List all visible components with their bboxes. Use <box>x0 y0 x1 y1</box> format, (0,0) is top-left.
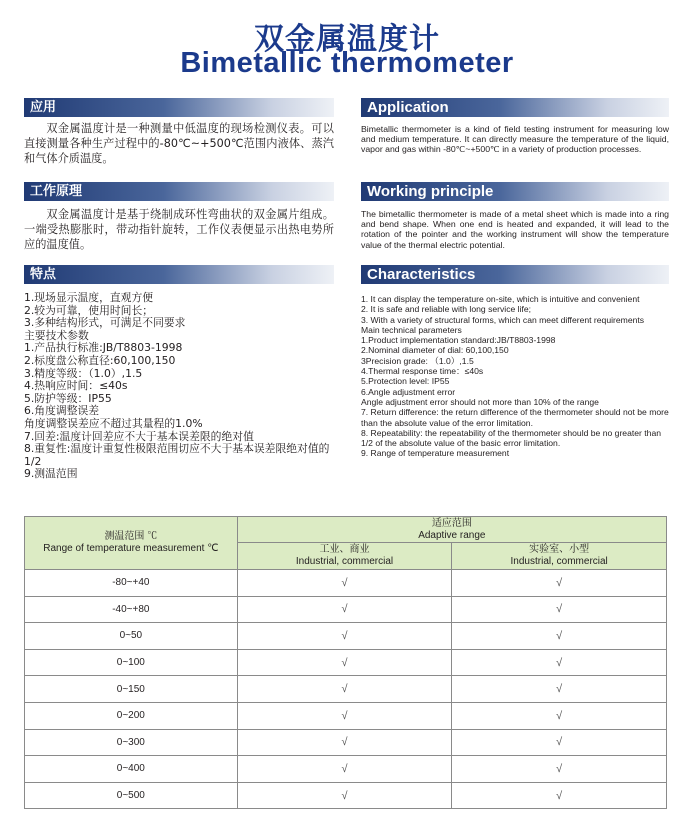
list-item: 9. Range of temperature measurement <box>361 448 510 459</box>
table-row <box>25 782 667 809</box>
table-row <box>25 702 667 729</box>
list-item: 1.Product implementation standard:JB/T8803-1998 <box>361 335 556 346</box>
check-mark: √ <box>237 756 452 783</box>
list-item: 8.重复性:温度计重复性极限范围切应不大于基本误差限绝对值的1/2 <box>24 442 330 468</box>
table-row <box>25 623 667 650</box>
col-industrial-en: Industrial, commercial <box>295 556 394 567</box>
range-header-cell <box>25 517 238 570</box>
check-mark: √ <box>452 756 667 783</box>
list-item: 3. With a variety of structural forms, which can meet different requirements <box>361 314 645 325</box>
adaptive-header-en: Adaptive range <box>418 529 486 541</box>
list-item: 4.Thermal response time：≤40s <box>361 366 484 377</box>
check-mark: √ <box>452 676 667 703</box>
table-row <box>25 676 667 703</box>
col-laboratory-en: Industrial, commercial <box>510 556 608 567</box>
check-mark: √ <box>237 596 452 623</box>
list-item: 2.标度盘公称直径:60,100,150 <box>24 353 176 367</box>
range-cell: -80~+40 <box>25 570 238 597</box>
check-mark: √ <box>237 570 452 597</box>
check-mark: √ <box>452 649 667 676</box>
application-body-cn <box>24 121 334 166</box>
check-mark: √ <box>452 782 667 809</box>
list-item: 5.Protection level: IP55 <box>361 376 450 387</box>
table-row <box>25 570 667 597</box>
list-item: Angle adjustment error should not more than 10% of the range <box>361 396 599 407</box>
range-cell: 0~300 <box>25 729 238 756</box>
list-item: 2. It is safe and reliable with long service life; <box>361 304 532 315</box>
working-body-en: The bimetallic thermometer is made of a metal sheet which is made into a ring and bend shape. When one end is heated and expanded, it will lead to the rotation of the pointer and the working instrument will show the temperature value of the thermal electric potential. <box>361 209 669 250</box>
list-item: 1.产品执行标准:JB/T8803-1998 <box>24 341 183 355</box>
range-cell: -40~+80 <box>25 596 238 623</box>
range-cell: 0~150 <box>25 676 238 703</box>
check-mark: √ <box>452 570 667 597</box>
section-heading-characteristics-cn: 特点 <box>24 265 334 284</box>
list-item: 8. Repeatability: the repeatability of the thermometer should be no greater than 1/2 of the absolute value of the basic error limitation. <box>361 427 662 449</box>
list-item: 3.精度等级：（1.0）,1.5 <box>24 366 143 380</box>
table-row <box>25 756 667 783</box>
list-item: 2.Nominal diameter of dial: 60,100,150 <box>361 345 509 356</box>
range-cell: 0~500 <box>25 782 238 809</box>
range-header-cn: 测温范围 ℃ <box>104 531 158 542</box>
col-laboratory-cn: 实验室、小型 <box>529 544 590 555</box>
check-mark: √ <box>237 649 452 676</box>
table-row <box>25 596 667 623</box>
range-cell: 0~100 <box>25 649 238 676</box>
characteristics-list-en <box>361 294 669 459</box>
list-item: 主要技术参数 <box>24 328 89 342</box>
check-mark: √ <box>452 623 667 650</box>
table-row <box>25 649 667 676</box>
col-industrial-cn: 工业、商业 <box>319 544 370 555</box>
list-item: 6.角度调整误差 <box>24 404 100 418</box>
characteristics-list-cn <box>24 292 336 481</box>
working-body-cn <box>24 207 334 252</box>
temperature-range-table <box>24 516 667 809</box>
range-header-en: Range of temperature measurement ℃ <box>43 543 219 554</box>
list-item: Main technical parameters <box>361 324 462 335</box>
application-text-cn: 双金属温度计是一种测量中低温度的现场检测仪表。可以直接测量各种生产过程中的-80℃~+500℃范围内液体、蒸汽和气体介质温度。 <box>24 122 334 165</box>
list-item: 6.Angle adjustment error <box>361 386 456 397</box>
list-item: 2.较为可靠，使用时间长； <box>24 303 154 317</box>
section-heading-application-cn: 应用 <box>24 98 334 117</box>
list-item: 1.现场显示温度，直观方便 <box>24 291 154 304</box>
list-item: 7. Return difference: the return difference of the thermometer should not be more than the absolute value of the error limitation. <box>361 407 669 428</box>
range-cell: 0~200 <box>25 702 238 729</box>
list-item: 5.防护等级：IP55 <box>24 391 112 405</box>
list-item: 4.热响应时间：≤40s <box>24 379 128 393</box>
check-mark: √ <box>237 702 452 729</box>
application-body-en: Bimetallic thermometer is a kind of field testing instrument for measuring low and medium temperature. It can directly measure the temperature of the liquid, vapor and gas within -80℃~+500℃ in a variety of production processes. <box>361 124 669 155</box>
section-heading-working-en: Working principle <box>361 182 669 201</box>
section-heading-application-en: Application <box>361 98 669 117</box>
col-laboratory-header <box>452 543 667 570</box>
adaptive-header-cn: 适应范围 <box>431 517 472 529</box>
working-text-cn: 双金属温度计是基于绕制成环性弯曲状的双金属片组成。一端受热膨胀时，带动指针旋转，工作仪表便显示出热电势所应的温度值。 <box>24 208 334 251</box>
check-mark: √ <box>237 729 452 756</box>
range-cell: 0~400 <box>25 756 238 783</box>
range-cell: 0~50 <box>25 623 238 650</box>
check-mark: √ <box>237 623 452 650</box>
table-row <box>25 729 667 756</box>
check-mark: √ <box>237 782 452 809</box>
list-item: 1. It can display the temperature on-site, which is intuitive and convenient <box>361 294 640 304</box>
section-heading-characteristics-en: Characteristics <box>361 265 669 284</box>
check-mark: √ <box>452 729 667 756</box>
list-item: 角度调整误差应不超过其量程的1.0% <box>24 416 203 430</box>
adaptive-header-cell <box>237 517 666 543</box>
section-heading-working-cn: 工作原理 <box>24 182 334 201</box>
list-item: 3Precision grade: （1.0）,1.5 <box>361 355 474 366</box>
check-mark: √ <box>452 596 667 623</box>
page-title-en: Bimetallic thermometer <box>180 47 514 79</box>
check-mark: √ <box>237 676 452 703</box>
page-title-cn: 双金属温度计 <box>254 22 440 57</box>
list-item: 9.测温范围 <box>24 467 78 481</box>
list-item: 3.多种结构形式，可满足不同要求 <box>24 316 186 330</box>
col-industrial-header <box>237 543 452 570</box>
list-item: 7.回差:温度计回差应不大于基本误差限的绝对值 <box>24 429 254 443</box>
check-mark: √ <box>452 702 667 729</box>
